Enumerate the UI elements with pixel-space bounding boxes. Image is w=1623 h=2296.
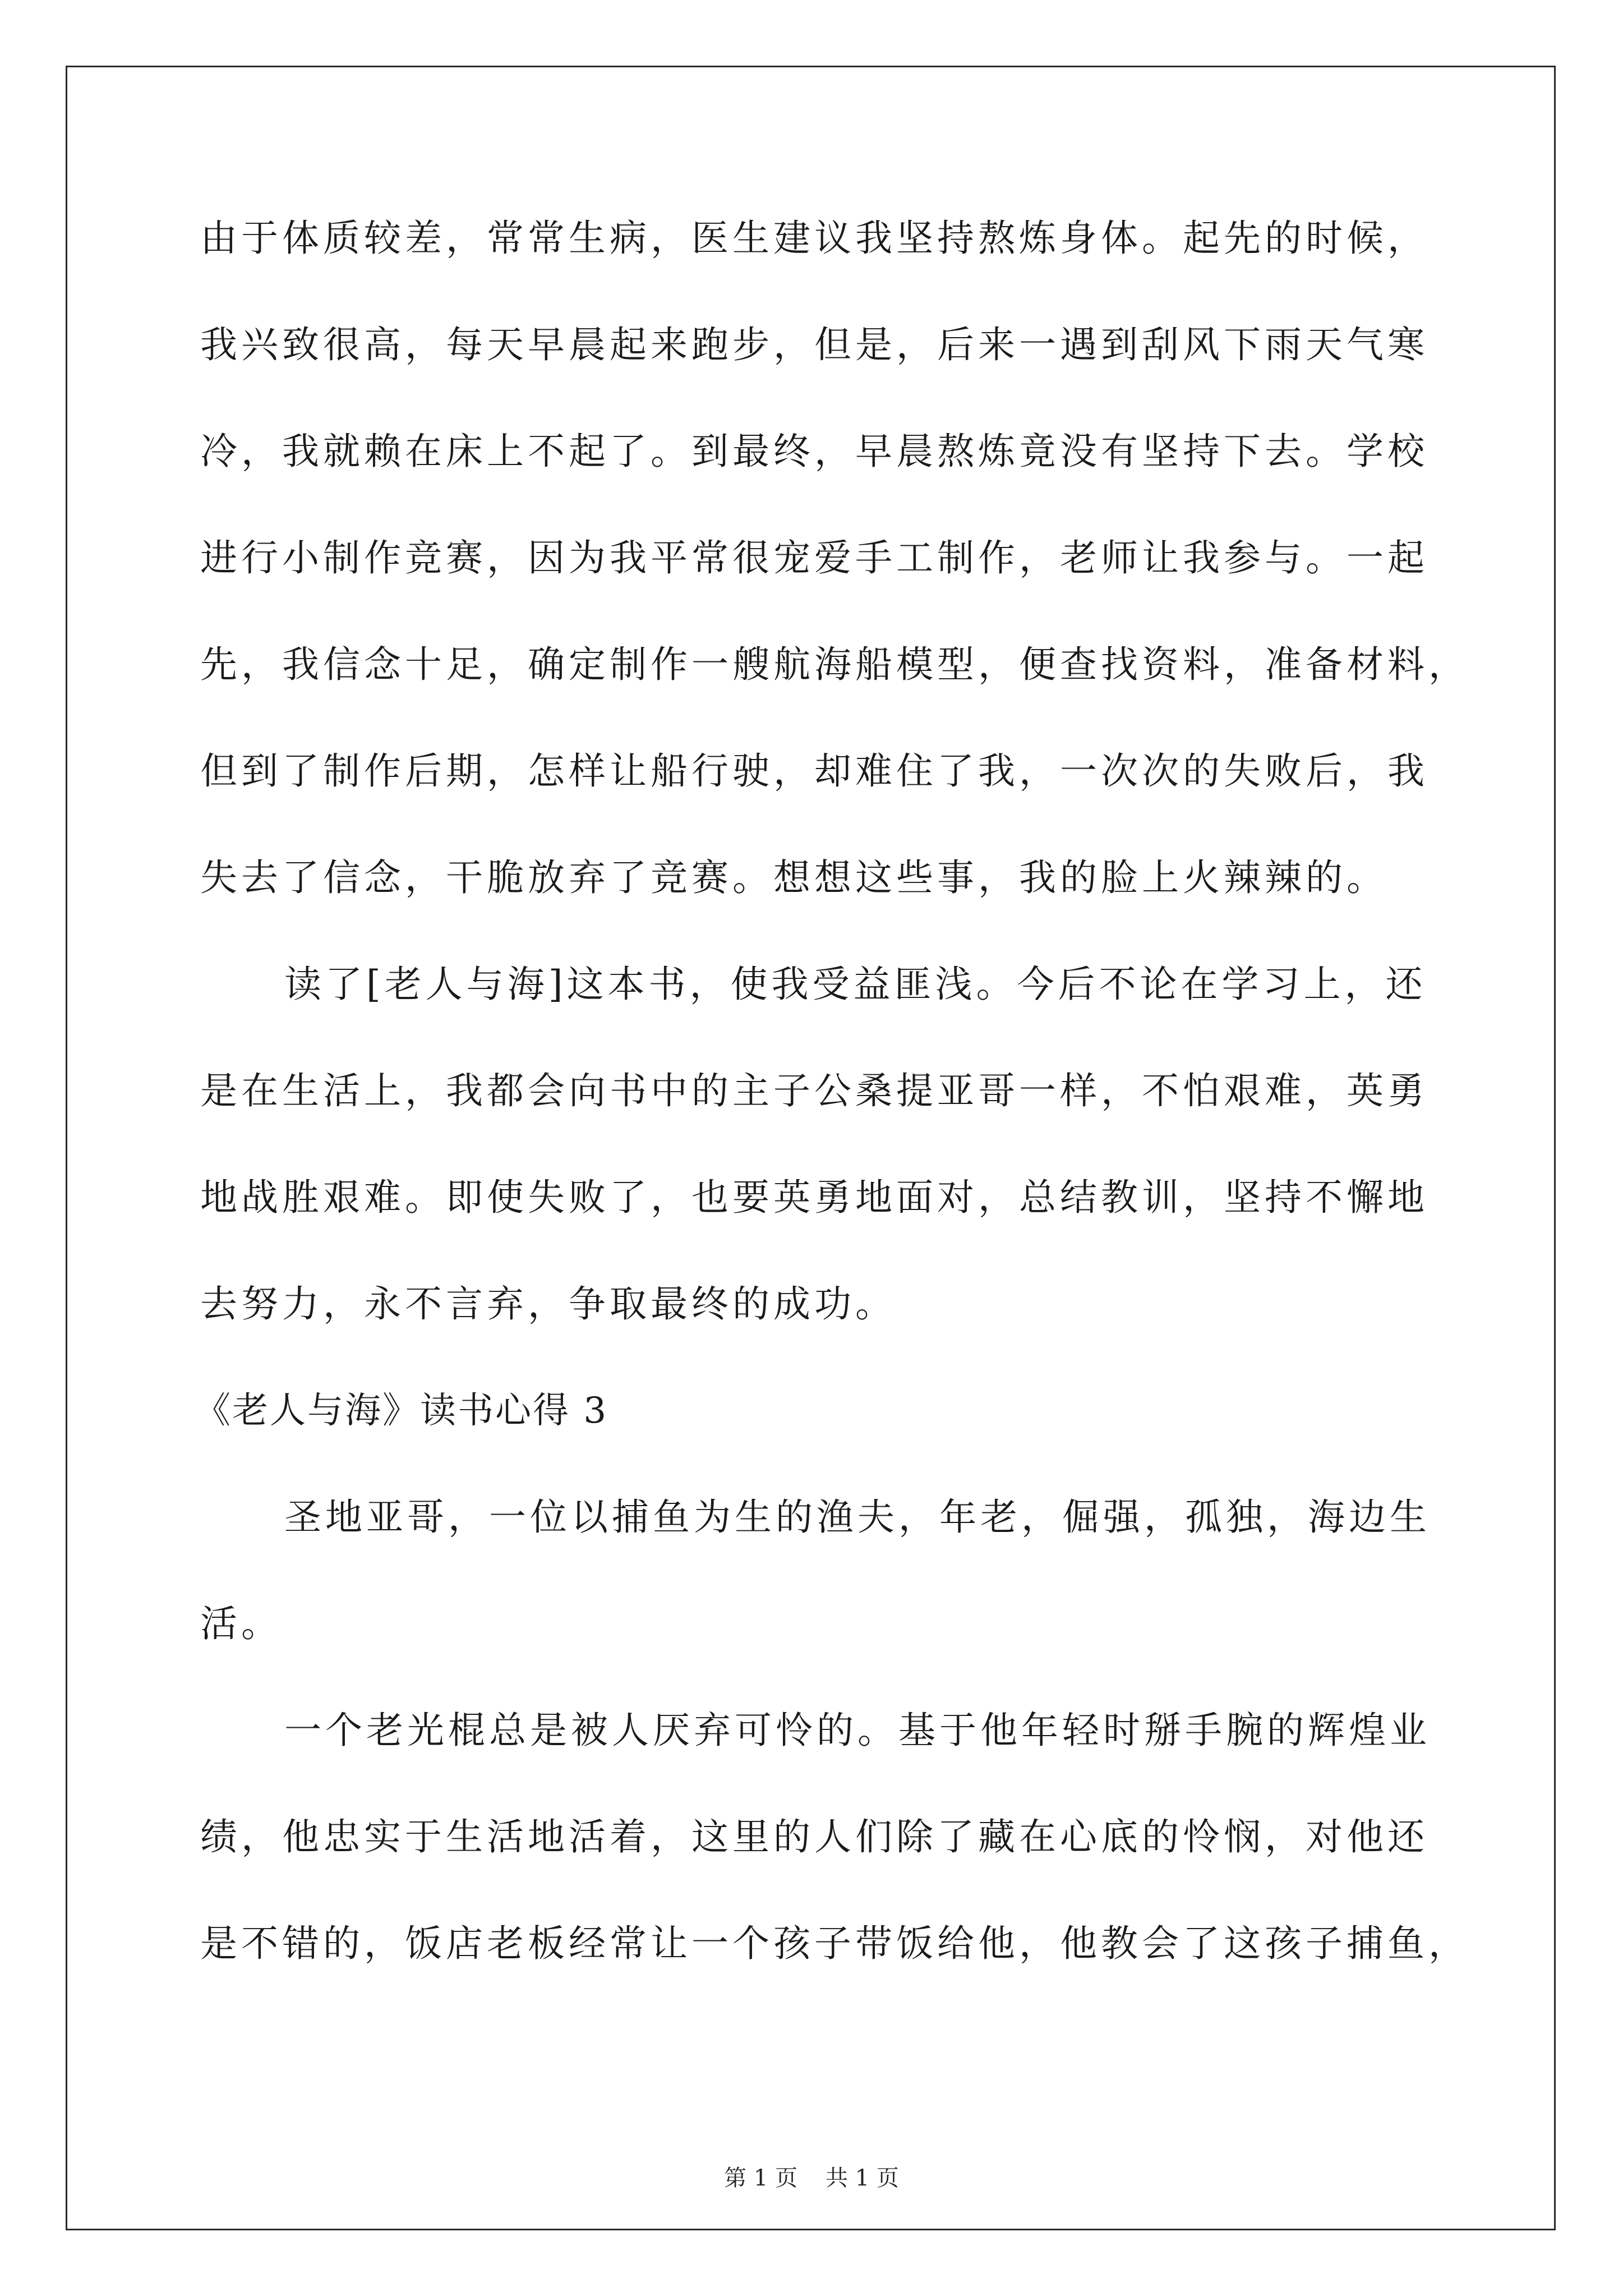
paragraph-line: 地战胜艰难。即使失败了，也要英勇地面对，总结教训，坚持不懈地 bbox=[200, 1176, 1428, 1219]
paragraph-line: 由于体质较差，常常生病，医生建议我坚持熬炼身体。起先的时候， bbox=[200, 217, 1428, 260]
paragraph-line: 读了[老人与海]这本书，使我受益匪浅。今后不论在学习上，还 bbox=[284, 963, 1427, 1006]
paragraph-line: 是在生活上，我都会向书中的主子公桑提亚哥一样，不怕艰难，英勇 bbox=[200, 1069, 1428, 1112]
paragraph-line: 活。 bbox=[200, 1602, 282, 1645]
paragraph-line: 失去了信念，干脆放弃了竞赛。想想这些事，我的脸上火辣辣的。 bbox=[200, 856, 1387, 899]
paragraph-line: 绩，他忠实于生活地活着，这里的人们除了藏在心底的怜悯，对他还 bbox=[200, 1815, 1428, 1858]
document-body bbox=[195, 210, 1469, 2022]
paragraph-line: 先，我信念十足，确定制作一艘航海船模型，便查找资料，准备材料， bbox=[200, 643, 1469, 686]
paragraph-line: 进行小制作竞赛，因为我平常很宠爱手工制作，老师让我参与。一起 bbox=[200, 536, 1428, 579]
paragraph-line: 圣地亚哥，一位以捕鱼为生的渔夫，年老，倔强，孤独，海边生 bbox=[284, 1496, 1431, 1539]
page-footer bbox=[0, 2164, 1623, 2192]
paragraph-line: 是不错的，饭店老板经常让一个孩子带饭给他，他教会了这孩子捕鱼， bbox=[200, 1922, 1469, 1965]
paragraph-line: 一个老光棍总是被人厌弃可怜的。基于他年轻时掰手腕的辉煌业 bbox=[284, 1709, 1431, 1752]
paragraph-line: 但到了制作后期，怎样让船行驶，却难住了我，一次次的失败后，我 bbox=[200, 749, 1428, 793]
page-total: 共 1 页 bbox=[826, 2165, 899, 2191]
paragraph-line: 我兴致很高，每天早晨起来跑步，但是，后来一遇到刮风下雨天气寒 bbox=[200, 323, 1428, 366]
paragraph-line: 去努力，永不言弃，争取最终的成功。 bbox=[200, 1282, 896, 1326]
paragraph-line: 冷，我就赖在床上不起了。到最终，早晨熬炼竟没有坚持下去。学校 bbox=[200, 430, 1428, 473]
page-number: 第 1 页 bbox=[724, 2165, 797, 2191]
section-heading: 《老人与海》读书心得 3 bbox=[195, 1390, 608, 1432]
